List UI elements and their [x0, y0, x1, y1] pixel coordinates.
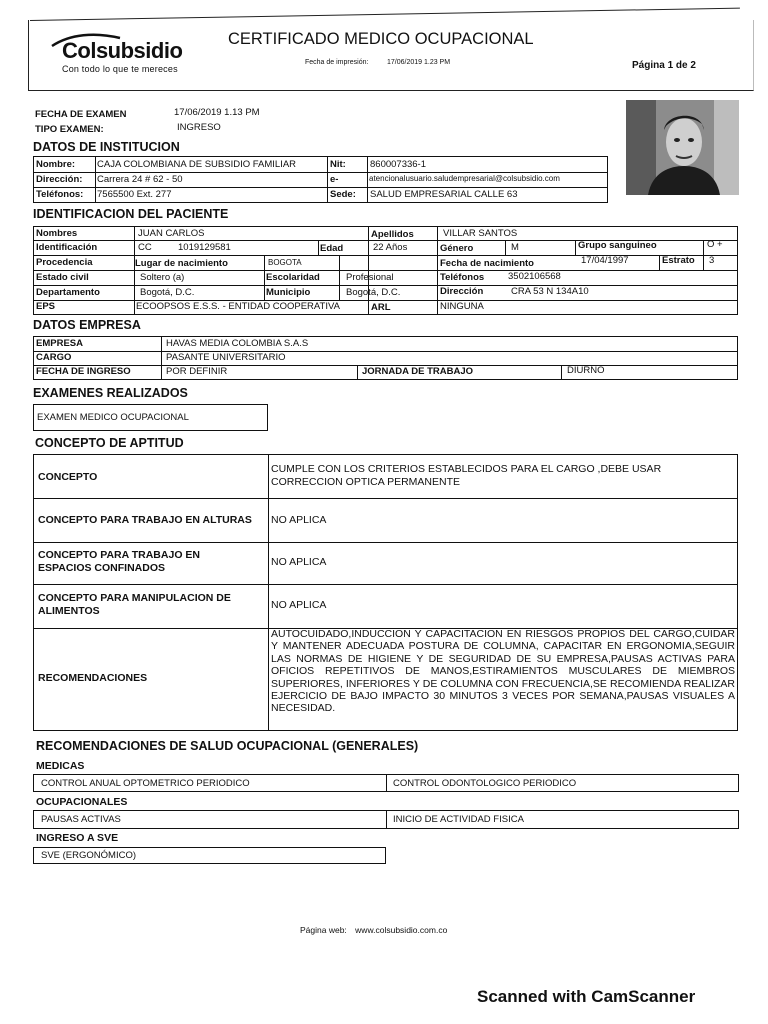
- aptitude-value-food: NO APLICA: [271, 599, 327, 611]
- patient-address: CRA 53 N 134A10: [511, 286, 589, 297]
- patient-birthplace: BOGOTA: [268, 258, 302, 267]
- occupational-label: OCUPACIONALES: [36, 796, 128, 808]
- site-label: Sede:: [330, 189, 356, 200]
- role-label: CARGO: [36, 352, 72, 363]
- aptitude-label-recommendations: RECOMENDACIONES: [38, 672, 148, 684]
- aptitude-value-confined: NO APLICA: [271, 556, 327, 568]
- arl-label: ARL: [371, 302, 391, 313]
- patient-address-label: Dirección: [440, 286, 484, 297]
- patient-age: 22 Años: [373, 242, 408, 253]
- birthdate-label: Fecha de nacimiento: [440, 258, 534, 269]
- birthplace-label: Lugar de nacimiento: [135, 258, 228, 269]
- gender-label: Género: [440, 243, 474, 254]
- institution-phone-label: Teléfonos:: [36, 189, 84, 200]
- patient-stratum: 3: [709, 255, 715, 266]
- aptitude-label-heights: CONCEPTO PARA TRABAJO EN ALTURAS: [38, 514, 252, 526]
- brand-name: Colsubsidio: [62, 38, 183, 63]
- institution-section-title: DATOS DE INSTITUCION: [33, 140, 180, 154]
- start-date-label: FECHA DE INGRESO: [36, 366, 131, 377]
- company-name: HAVAS MEDIA COLOMBIA S.A.S: [166, 338, 309, 349]
- patient-photo: [626, 100, 739, 195]
- patient-blood: O +: [707, 239, 723, 250]
- shift-value: DIURNO: [567, 365, 605, 376]
- aptitude-value-concept: CUMPLE CON LOS CRITERIOS ESTABLECIDOS PARA EL CARGO ,DEBE USAR CORRECCION OPTICA PERMANENTE: [271, 463, 662, 488]
- stratum-label: Estrato: [662, 255, 695, 266]
- institution-email: atencionalusuario.saludempresarial@colsubsidio.com: [369, 174, 560, 183]
- eps-label: EPS: [36, 301, 56, 312]
- footer-web-url: www.colsubsidio.com.co: [355, 925, 448, 935]
- portrait-icon: [626, 100, 739, 195]
- patient-gender: M: [511, 242, 519, 253]
- id-number: 1019129581: [178, 242, 231, 253]
- occupational-item-2: INICIO DE ACTIVIDAD FISICA: [393, 814, 524, 825]
- company-section-title: DATOS EMPRESA: [33, 318, 141, 332]
- patient-civil: Soltero (a): [140, 272, 185, 283]
- footer-web-label: Página web:: [300, 925, 347, 935]
- patient-eps: ECOOPSOS E.S.S. - ENTIDAD COOPERATIVA: [136, 301, 340, 312]
- scanner-watermark: Scanned with CamScanner: [477, 987, 696, 1006]
- header-divider: [30, 8, 740, 21]
- brand-tagline: Con todo lo que te mereces: [62, 64, 178, 74]
- civil-label: Estado civil: [36, 272, 89, 283]
- shift-label: JORNADA DE TRABAJO: [362, 366, 474, 377]
- education-label: Escolaridad: [266, 272, 320, 283]
- patient-arl: NINGUNA: [440, 301, 484, 312]
- age-label: Edad: [320, 243, 344, 254]
- exams-section-title: EXAMENES REALIZADOS: [33, 386, 188, 400]
- institution-name-label: Nombre:: [36, 159, 76, 170]
- footer-web: [300, 925, 447, 935]
- patient-phones: 3502106568: [508, 271, 561, 282]
- department-label: Departamento: [36, 287, 100, 298]
- print-date: 17/06/2019 1.23 PM: [387, 59, 451, 66]
- start-date: POR DEFINIR: [166, 366, 228, 377]
- aptitude-value-recommendations: AUTOCUIDADO,INDUCCION Y CAPACITACION EN RIESGOS PROPIOS DEL CARGO,CUIDAR Y MANTENER ADECUADA POSTURA DE COLUMNA, CAPACITAR EN ERGONOMIA,SEGUIR LAS NORMAS DE HIGIENE Y DE SEGURIDAD DE SU EMPRESA,PAUSAS ACTIVAS PARA OFICIOS REPETITIVOS DE MANOS,ESTIRAMIENTOS MUSCULARES DE MIEMBROS SUPERIORES, INFERIORES Y DE COLUMNA CON FRECUENCIA,SE RECOMIENDA REALIZAR EJERCICIO DE BAJO IMPACTO 30 MINUTOS 3 VECES POR SEMANA,PAUSAS VISUALES A NECESIDAD.: [271, 628, 735, 715]
- id-type: CC: [138, 242, 152, 253]
- municipality-label: Municipio: [266, 287, 311, 298]
- page-number: Página 1 de 2: [632, 60, 696, 71]
- blood-label: Grupo sanguineo: [578, 240, 657, 251]
- sve-label: INGRESO A SVE: [36, 832, 119, 844]
- email-label: e-: [330, 174, 339, 185]
- origin-label: Procedencia: [36, 257, 93, 268]
- medical-label: MEDICAS: [36, 760, 85, 772]
- sve-value: SVE (ERGONÓMICO): [41, 850, 137, 861]
- logo-swoosh-icon: [50, 32, 122, 50]
- aptitude-section-title: CONCEPTO DE APTITUD: [35, 436, 184, 450]
- patient-birthdate: 17/04/1997: [581, 255, 629, 266]
- phones-label: Teléfonos: [440, 272, 485, 283]
- institution-address-label: Dirección:: [36, 174, 83, 185]
- id-label: Identificación: [36, 242, 98, 253]
- institution-address: Carrera 24 # 62 - 50: [97, 174, 183, 185]
- occupational-item-1: PAUSAS ACTIVAS: [41, 814, 121, 825]
- company-label: EMPRESA: [36, 338, 83, 349]
- document-title: CERTIFICADO MEDICO OCUPACIONAL: [228, 30, 534, 48]
- patient-section-title: IDENTIFICACION DEL PACIENTE: [33, 207, 229, 221]
- brand-logo: [62, 40, 222, 74]
- aptitude-label-food: CONCEPTO PARA MANIPULACION DE ALIMENTOS: [38, 592, 231, 618]
- names-label: Nombres: [36, 228, 78, 239]
- institution-name: CAJA COLOMBIANA DE SUBSIDIO FAMILIAR: [97, 159, 297, 170]
- aptitude-label-concept: CONCEPTO: [38, 471, 98, 483]
- patient-municipality: Bogotá, D.C.: [346, 287, 401, 298]
- exam-date-label: FECHA DE EXAMEN: [35, 109, 127, 120]
- aptitude-value-heights: NO APLICA: [271, 514, 327, 526]
- exam-type-label: TIPO EXAMEN:: [35, 124, 104, 135]
- patient-surnames: VILLAR SANTOS: [443, 228, 518, 239]
- company-role: PASANTE UNIVERSITARIO: [166, 352, 286, 363]
- institution-phone: 7565500 Ext. 277: [97, 189, 172, 200]
- nit-value: 860007336-1: [370, 159, 426, 170]
- patient-department: Bogotá, D.C.: [140, 287, 195, 298]
- site-value: SALUD EMPRESARIAL CALLE 63: [370, 189, 518, 200]
- exam-date: 17/06/2019 1.13 PM: [174, 107, 260, 118]
- patient-names: JUAN CARLOS: [138, 228, 205, 239]
- medical-item-2: CONTROL ODONTOLOGICO PERIODICO: [393, 778, 577, 789]
- surnames-label: Apellidos: [371, 229, 414, 240]
- general-section-title: RECOMENDACIONES DE SALUD OCUPACIONAL (GENERALES): [36, 739, 419, 753]
- patient-education: Profesional: [346, 272, 394, 283]
- exam-item: EXAMEN MEDICO OCUPACIONAL: [37, 412, 189, 423]
- nit-label: Nit:: [330, 159, 346, 170]
- exam-type: INGRESO: [177, 122, 221, 133]
- print-date-label: Fecha de impresión:: [305, 59, 369, 66]
- medical-item-1: CONTROL ANUAL OPTOMETRICO PERIODICO: [41, 778, 250, 789]
- occupational-table: [33, 810, 739, 829]
- aptitude-label-confined: CONCEPTO PARA TRABAJO EN ESPACIOS CONFINADOS: [38, 549, 200, 575]
